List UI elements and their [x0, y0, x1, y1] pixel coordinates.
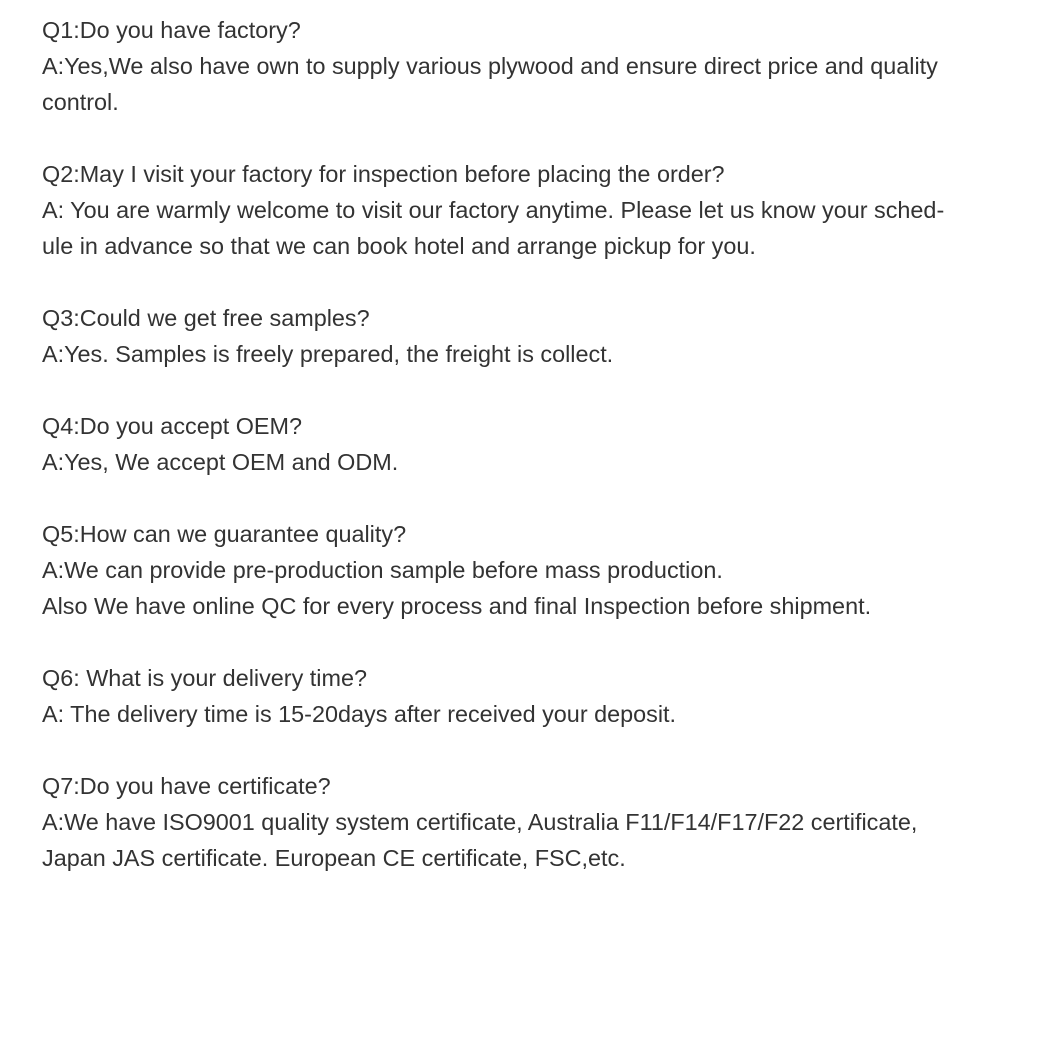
- faq-item: [42, 156, 1060, 264]
- faq-question: Q3:Could we get free samples?: [42, 305, 370, 331]
- faq-answer-line: A:We have ISO9001 quality system certificate, Australia F11/F14/F17/F22 certificate,: [42, 809, 918, 835]
- faq-question: Q2:May I visit your factory for inspection before placing the order?: [42, 161, 725, 187]
- faq-question: Q6: What is your delivery time?: [42, 665, 367, 691]
- faq-answer-line: A:Yes, We accept OEM and ODM.: [42, 449, 399, 475]
- faq-answer-line: A:We can provide pre-production sample before mass production.: [42, 557, 723, 583]
- faq-item: [42, 660, 1060, 732]
- faq-item: [42, 516, 1060, 624]
- faq-answer-line: A:Yes,We also have own to supply various plywood and ensure direct price and quality: [42, 53, 938, 79]
- faq-answer-line: ule in advance so that we can book hotel and arrange pickup for you.: [42, 233, 756, 259]
- faq-answer-line: A:Yes. Samples is freely prepared, the freight is collect.: [42, 341, 614, 367]
- faq-answer-line: control.: [42, 89, 119, 115]
- faq-answer-line: Also We have online QC for every process and final Inspection before shipment.: [42, 593, 872, 619]
- faq-answer-line: A: The delivery time is 15-20days after received your deposit.: [42, 701, 677, 727]
- faq-answer-line: Japan JAS certificate. European CE certificate, FSC,etc.: [42, 845, 626, 871]
- faq-question: Q4:Do you accept OEM?: [42, 413, 303, 439]
- faq-item: [42, 768, 1060, 876]
- faq-item: [42, 12, 1060, 120]
- faq-item: [42, 408, 1060, 480]
- faq-item: [42, 300, 1060, 372]
- faq-question: Q1:Do you have factory?: [42, 17, 301, 43]
- faq-answer-line: A: You are warmly welcome to visit our factory anytime. Please let us know your sched-: [42, 197, 945, 223]
- faq-question: Q5:How can we guarantee quality?: [42, 521, 407, 547]
- faq-question: Q7:Do you have certificate?: [42, 773, 331, 799]
